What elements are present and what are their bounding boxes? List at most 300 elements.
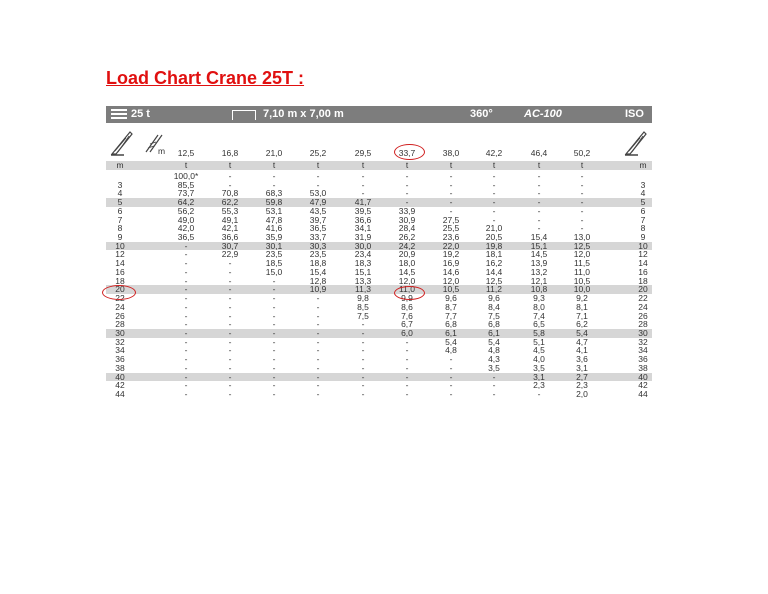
- table-cell: 5,8: [533, 327, 545, 338]
- table-cell: -: [361, 188, 365, 199]
- radius-label-left: 9: [117, 232, 123, 243]
- table-cell: 8,4: [488, 301, 500, 312]
- table-cell: 6,1: [488, 327, 500, 338]
- table-cell: -: [361, 389, 365, 399]
- table-cell: -: [449, 188, 453, 199]
- table-cell: 3,1: [533, 371, 545, 382]
- table-cell: -: [228, 266, 232, 277]
- table-cell: -: [272, 380, 276, 391]
- table-cell: -: [272, 336, 276, 347]
- menu-icon: [111, 109, 127, 120]
- table-cell: -: [537, 205, 541, 216]
- table-cell: 12,1: [530, 275, 548, 286]
- table-cell: 11,2: [486, 284, 502, 295]
- table-cell: 4,7: [576, 336, 588, 347]
- table-cell: 14,5: [530, 249, 548, 260]
- table-cell: 5,4: [488, 336, 500, 347]
- radius-label-left: 20: [115, 284, 125, 295]
- table-cell: 4,5: [533, 345, 545, 356]
- table-cell: 10,9: [309, 284, 327, 295]
- table-cell: -: [449, 179, 453, 190]
- table-cell: -: [537, 389, 541, 399]
- outrigger-label: 7,10 m x 7,00 m: [263, 108, 344, 120]
- radius-label-right: 20: [638, 284, 648, 295]
- table-cell: -: [184, 266, 188, 277]
- table-cell: 16,2: [485, 258, 503, 269]
- table-cell: 35,9: [265, 232, 283, 243]
- table-cell: 23,6: [442, 232, 460, 243]
- table-cell: -: [361, 380, 365, 391]
- table-cell: -: [316, 301, 320, 312]
- boom-length-7: 42,2: [485, 148, 503, 158]
- table-cell: -: [316, 336, 320, 347]
- table-cell: 15,1: [530, 240, 548, 251]
- radius-label-right: 30: [638, 327, 648, 338]
- table-cell: 30,0: [354, 240, 372, 251]
- table-cell: 12,5: [573, 240, 591, 251]
- table-cell: -: [405, 345, 409, 356]
- table-cell: -: [316, 362, 320, 373]
- table-cell: -: [405, 179, 409, 190]
- table-cell: -: [537, 197, 541, 208]
- radius-label-right: 44: [638, 389, 648, 399]
- load-unit-1: t: [228, 160, 232, 170]
- table-cell: 7,4: [533, 310, 545, 321]
- table-cell: 4,0: [533, 354, 545, 365]
- table-cell: -: [184, 249, 188, 260]
- radius-label-right: 3: [640, 179, 646, 190]
- table-cell: 3,5: [533, 362, 545, 373]
- table-cell: 42,1: [221, 223, 239, 234]
- table-cell: 6,8: [445, 319, 457, 330]
- boom-length-3: 25,2: [309, 148, 327, 158]
- table-cell: -: [449, 205, 453, 216]
- table-cell: 7,5: [357, 310, 369, 321]
- table-cell: 55,3: [221, 205, 239, 216]
- radius-label-left: 42: [115, 380, 125, 391]
- table-cell: -: [449, 389, 453, 399]
- radius-label-right: 5: [640, 197, 646, 208]
- table-cell: 28,4: [398, 223, 416, 234]
- table-cell: -: [184, 336, 188, 347]
- radius-label-right: 34: [638, 345, 648, 356]
- load-chart-table: [106, 106, 652, 473]
- table-cell: -: [537, 214, 541, 225]
- table-cell: 18,1: [485, 249, 503, 260]
- table-cell: -: [316, 310, 320, 321]
- table-cell: 8,0: [533, 301, 545, 312]
- table-cell: 3,1: [576, 362, 588, 373]
- table-cell: -: [492, 188, 496, 199]
- table-cell: -: [184, 380, 188, 391]
- table-cell: -: [492, 214, 496, 225]
- table-cell: -: [272, 327, 276, 338]
- table-cell: -: [272, 275, 276, 286]
- table-cell: 12,0: [442, 275, 460, 286]
- table-cell: 12,0: [573, 249, 591, 260]
- table-cell: 5,4: [445, 336, 457, 347]
- table-cell: -: [184, 293, 188, 304]
- table-cell: 13,9: [530, 258, 548, 269]
- table-cell: 9,2: [576, 293, 588, 304]
- load-unit-3: t: [316, 160, 320, 170]
- table-cell: -: [228, 179, 232, 190]
- standard-label: ISO: [625, 108, 644, 120]
- table-cell: -: [228, 336, 232, 347]
- radius-label-left: 16: [115, 266, 125, 277]
- radius-label-left: 38: [115, 362, 125, 373]
- table-cell: 34,1: [354, 223, 372, 234]
- table-cell: 9,3: [533, 293, 545, 304]
- radius-label-left: 30: [115, 327, 125, 338]
- table-cell: 33,9: [398, 205, 416, 216]
- table-cell: 30,3: [309, 240, 327, 251]
- table-cell: -: [580, 214, 584, 225]
- radius-label-left: 32: [115, 336, 125, 347]
- table-cell: 5,4: [576, 327, 588, 338]
- table-cell: 7,6: [401, 310, 413, 321]
- table-cell: -: [537, 171, 541, 181]
- table-cell: 8,5: [357, 301, 369, 312]
- table-cell: -: [405, 188, 409, 199]
- table-cell: -: [228, 345, 232, 356]
- table-cell: 2,3: [576, 380, 588, 391]
- table-cell: 4,3: [488, 354, 500, 365]
- table-cell: -: [272, 310, 276, 321]
- radius-label-right: 28: [638, 319, 648, 330]
- table-cell: -: [272, 301, 276, 312]
- table-cell: 49,1: [221, 214, 239, 225]
- load-unit-9: t: [580, 160, 584, 170]
- load-unit-8: t: [537, 160, 541, 170]
- table-cell: 6,0: [401, 327, 413, 338]
- table-cell: 14,6: [442, 266, 460, 277]
- table-cell: 15,0: [265, 266, 283, 277]
- radius-label-right: 16: [638, 266, 648, 277]
- table-cell: 13,2: [530, 266, 548, 277]
- table-cell: 22,9: [221, 249, 239, 260]
- table-cell: -: [316, 389, 320, 399]
- table-cell: -: [449, 354, 453, 365]
- highlight-circle-radius: [102, 285, 136, 300]
- table-cell: -: [272, 389, 276, 399]
- table-cell: 47,9: [309, 197, 327, 208]
- table-cell: -: [361, 362, 365, 373]
- table-cell: 23,4: [354, 249, 372, 260]
- boom-length-8: 46,4: [530, 148, 548, 158]
- table-cell: -: [449, 362, 453, 373]
- table-cell: -: [537, 188, 541, 199]
- load-unit-7: t: [492, 160, 496, 170]
- table-cell: 31,9: [354, 232, 372, 243]
- table-cell: -: [228, 389, 232, 399]
- radius-label-left: 6: [117, 205, 123, 216]
- table-cell: -: [361, 327, 365, 338]
- table-cell: 12,8: [309, 275, 327, 286]
- table-cell: -: [184, 284, 188, 295]
- table-cell: 73,7: [177, 188, 195, 199]
- crane-boom-icon-left: [110, 130, 134, 156]
- table-cell: 10,5: [573, 275, 591, 286]
- table-cell: -: [228, 362, 232, 373]
- table-cell: 9,6: [488, 293, 500, 304]
- table-cell: 30,7: [221, 240, 239, 251]
- table-cell: -: [449, 371, 453, 382]
- radius-label-left: 44: [115, 389, 125, 399]
- radius-label-right: 22: [638, 293, 648, 304]
- radius-label-left: 36: [115, 354, 125, 365]
- table-cell: -: [316, 354, 320, 365]
- radius-label-right: 4: [640, 188, 646, 199]
- table-cell: -: [580, 171, 584, 181]
- table-cell: -: [272, 345, 276, 356]
- table-cell: -: [449, 380, 453, 391]
- table-cell: 9,6: [445, 293, 457, 304]
- table-cell: 36,6: [354, 214, 372, 225]
- table-cell: 7,1: [576, 310, 588, 321]
- table-cell: 15,1: [354, 266, 372, 277]
- boom-length-6: 38,0: [442, 148, 460, 158]
- table-cell: -: [492, 380, 496, 391]
- table-cell: 11,0: [399, 284, 415, 295]
- table-cell: 43,5: [309, 205, 327, 216]
- table-cell: 6,5: [533, 319, 545, 330]
- page-title: Load Chart Crane 25T :: [106, 68, 305, 88]
- table-cell: -: [184, 327, 188, 338]
- table-cell: 3,6: [576, 354, 588, 365]
- table-cell: 4,1: [576, 345, 588, 356]
- table-cell: 18,5: [265, 258, 283, 269]
- table-cell: -: [272, 371, 276, 382]
- table-cell: 5,1: [533, 336, 545, 347]
- radius-label-right: 9: [640, 232, 646, 243]
- radius-label-right: 7: [640, 214, 646, 225]
- table-cell: -: [184, 310, 188, 321]
- radius-label-right: 40: [638, 371, 648, 382]
- table-cell: 18,8: [309, 258, 327, 269]
- table-cell: -: [228, 258, 232, 269]
- table-cell: -: [316, 293, 320, 304]
- table-cell: 2,0: [576, 389, 588, 399]
- table-cell: -: [537, 223, 541, 234]
- radius-label-right: 12: [638, 249, 648, 260]
- table-cell: 18,0: [398, 258, 416, 269]
- table-cell: 53,0: [309, 188, 327, 199]
- table-cell: -: [184, 258, 188, 269]
- radius-label-left: 3: [117, 179, 123, 190]
- table-cell: 11,0: [574, 266, 590, 277]
- table-cell: 13,3: [354, 275, 372, 286]
- table-cell: -: [184, 301, 188, 312]
- radius-label-right: 42: [638, 380, 648, 391]
- table-cell: -: [361, 345, 365, 356]
- table-cell: 3,5: [488, 362, 500, 373]
- radius-label-right: 38: [638, 362, 648, 373]
- radius-label-right: 14: [638, 258, 648, 269]
- table-cell: -: [449, 197, 453, 208]
- table-cell: 14,5: [398, 266, 416, 277]
- table-cell: 9,9: [401, 293, 413, 304]
- table-cell: 11,5: [574, 258, 590, 269]
- table-cell: 42,0: [177, 223, 195, 234]
- radius-label-left: 8: [117, 223, 123, 234]
- table-cell: 64,2: [177, 197, 195, 208]
- table-cell: -: [316, 345, 320, 356]
- table-cell: -: [316, 327, 320, 338]
- table-cell: 8,6: [401, 301, 413, 312]
- table-cell: -: [272, 179, 276, 190]
- table-cell: -: [228, 380, 232, 391]
- table-cell: 24,2: [398, 240, 416, 251]
- table-cell: -: [492, 171, 496, 181]
- table-cell: 36,5: [309, 223, 327, 234]
- table-cell: -: [361, 354, 365, 365]
- boom-length-4: 29,5: [354, 148, 372, 158]
- table-cell: -: [405, 171, 409, 181]
- table-cell: -: [537, 179, 541, 190]
- table-cell: -: [272, 362, 276, 373]
- radius-label-left: 14: [115, 258, 125, 269]
- highlight-circle-boom: [394, 144, 425, 160]
- table-cell: -: [184, 240, 188, 251]
- table-cell: 33,7: [309, 232, 327, 243]
- radius-label-right: 32: [638, 336, 648, 347]
- radius-label-left: 10: [115, 240, 125, 251]
- table-cell: 12,0: [398, 275, 416, 286]
- table-cell: -: [405, 389, 409, 399]
- table-cell: 6,7: [401, 319, 413, 330]
- boom-length-5: 33,7: [398, 148, 416, 158]
- table-cell: 41,6: [265, 223, 283, 234]
- table-cell: 59,8: [265, 197, 283, 208]
- table-cell: 30,1: [265, 240, 283, 251]
- table-cell: 53,1: [265, 205, 283, 216]
- table-cell: 62,2: [221, 197, 239, 208]
- table-cell: -: [228, 301, 232, 312]
- radius-label-right: 26: [638, 310, 648, 321]
- highlight-circle-value: [394, 286, 425, 300]
- table-cell: 19,2: [442, 249, 460, 260]
- table-cell: 10,5: [442, 284, 460, 295]
- radius-label-right: 6: [640, 205, 646, 216]
- table-cell: 68,3: [265, 188, 283, 199]
- table-cell: -: [492, 197, 496, 208]
- table-cell: -: [580, 205, 584, 216]
- table-cell: 14,4: [485, 266, 503, 277]
- table-cell: 8,7: [445, 301, 457, 312]
- table-cell: -: [272, 354, 276, 365]
- table-cell: 39,7: [309, 214, 327, 225]
- table-cell: 20,5: [485, 232, 503, 243]
- radius-label-right: 18: [638, 275, 648, 286]
- table-cell: 85,5: [177, 179, 195, 190]
- table-cell: 30,9: [398, 214, 416, 225]
- table-cell: 36,6: [221, 232, 239, 243]
- table-cell: -: [405, 380, 409, 391]
- table-cell: 10,0: [573, 284, 591, 295]
- boom-length-2: 21,0: [265, 148, 283, 158]
- table-cell: 15,4: [309, 266, 327, 277]
- table-cell: 21,0: [485, 223, 503, 234]
- table-cell: 9,8: [357, 293, 369, 304]
- table-cell: -: [405, 336, 409, 347]
- table-cell: -: [184, 345, 188, 356]
- radius-unit-right: m: [639, 160, 647, 170]
- table-cell: -: [184, 362, 188, 373]
- table-cell: -: [272, 284, 276, 295]
- table-cell: 4,8: [445, 345, 457, 356]
- table-cell: 100,0*: [173, 171, 199, 181]
- capacity-label: 25 t: [131, 108, 150, 120]
- table-cell: -: [361, 319, 365, 330]
- table-cell: 4,8: [488, 345, 500, 356]
- table-cell: -: [492, 371, 496, 382]
- table-cell: -: [316, 171, 320, 181]
- radius-label-right: 10: [638, 240, 648, 251]
- table-cell: 2,7: [576, 371, 588, 382]
- radius-label-left: 12: [115, 249, 125, 260]
- table-cell: -: [361, 371, 365, 382]
- load-unit-2: t: [272, 160, 276, 170]
- outrigger-icon: [232, 110, 256, 120]
- table-cell: -: [580, 197, 584, 208]
- table-cell: 15,4: [530, 232, 548, 243]
- radius-label-left: 18: [115, 275, 125, 286]
- table-cell: -: [361, 336, 365, 347]
- table-cell: 7,5: [488, 310, 500, 321]
- table-cell: 8,1: [576, 301, 588, 312]
- boom-length-0: 12,5: [177, 148, 195, 158]
- radius-label-left: 5: [117, 197, 123, 208]
- table-cell: 70,8: [221, 188, 239, 199]
- table-cell: -: [449, 171, 453, 181]
- radius-label-right: 24: [638, 301, 648, 312]
- table-cell: 23,5: [265, 249, 283, 260]
- table-cell: 6,2: [576, 319, 588, 330]
- table-cell: -: [228, 284, 232, 295]
- table-cell: 20,9: [398, 249, 416, 260]
- table-cell: 12,5: [485, 275, 503, 286]
- table-cell: -: [405, 197, 409, 208]
- table-cell: 39,5: [354, 205, 372, 216]
- table-cell: -: [184, 354, 188, 365]
- table-cell: -: [228, 371, 232, 382]
- load-unit-4: t: [361, 160, 365, 170]
- table-cell: -: [580, 188, 584, 199]
- table-cell: -: [580, 179, 584, 190]
- table-cell: -: [272, 319, 276, 330]
- table-cell: 2,3: [533, 380, 545, 391]
- table-cell: 49,0: [177, 214, 195, 225]
- table-cell: 7,7: [445, 310, 457, 321]
- table-cell: -: [228, 275, 232, 286]
- table-cell: 11,3: [355, 284, 371, 295]
- table-cell: -: [184, 389, 188, 399]
- table-cell: -: [580, 223, 584, 234]
- boom-length-1: 16,8: [221, 148, 239, 158]
- load-unit-6: t: [449, 160, 453, 170]
- table-cell: -: [316, 319, 320, 330]
- table-cell: 22,0: [442, 240, 460, 251]
- table-cell: -: [361, 171, 365, 181]
- table-cell: -: [405, 354, 409, 365]
- radius-label-right: 8: [640, 223, 646, 234]
- table-cell: 25,5: [442, 223, 460, 234]
- crane-boom-icon-right: [624, 130, 648, 156]
- table-cell: 47,8: [265, 214, 283, 225]
- table-cell: -: [316, 380, 320, 391]
- table-cell: 6,1: [445, 327, 457, 338]
